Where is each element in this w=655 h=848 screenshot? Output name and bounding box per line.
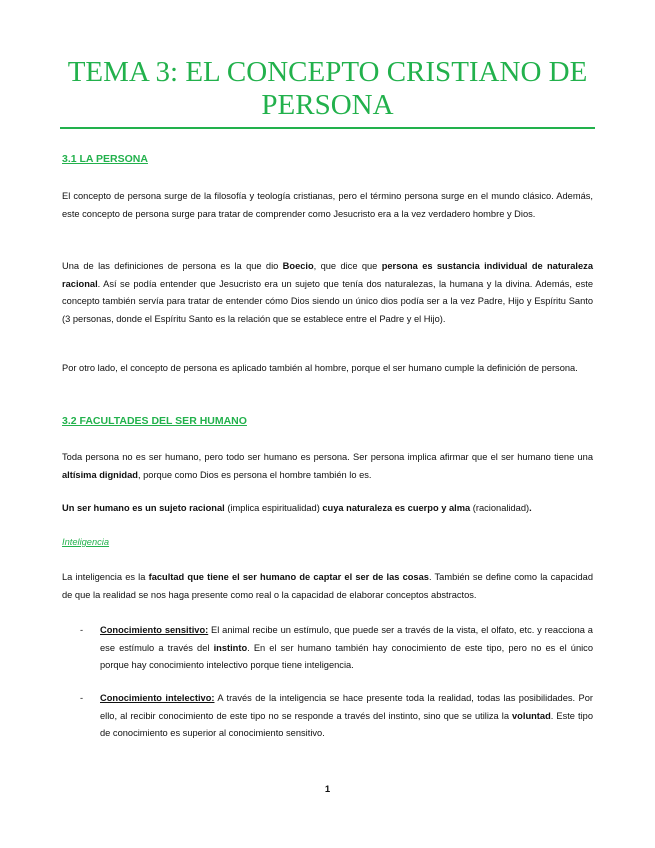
- page-title: TEMA 3: EL CONCEPTO CRISTIANO DE PERSONA: [67, 56, 588, 121]
- text-run: (implica espiritualidad): [224, 503, 323, 513]
- bold-term: altísima dignidad: [62, 469, 138, 480]
- bold-term: voluntad: [512, 710, 551, 721]
- list-bullet: -: [80, 625, 84, 635]
- bold-term: instinto: [213, 642, 248, 653]
- paragraph: [62, 500, 593, 518]
- list-item: [100, 622, 593, 675]
- text-run: Toda persona no es ser humano, pero todo ser humano es persona. Ser persona implica afirmar que el ser humano tiene una: [62, 452, 593, 462]
- page-number: 1: [324, 784, 331, 795]
- text-run: .: [529, 503, 532, 513]
- text-run: , porque como Dios es persona el hombre también lo es.: [137, 469, 372, 480]
- list-bullet: -: [80, 693, 84, 703]
- paragraph: El concepto de persona surge de la filosofía y teología cristianas, pero el término persona surge en el mundo clásico. Además, este concepto de persona surge para tratar de comprender como Jesucristo era a la vez verdadero hombre y Dios.: [62, 191, 593, 219]
- bold-term: Boecio: [282, 261, 314, 271]
- text-run: (racionalidad): [470, 503, 530, 513]
- text-run: , que dice que: [313, 261, 382, 271]
- list-item: [100, 690, 593, 743]
- bold-term: persona es sustancia individual de naturaleza racional: [62, 261, 593, 289]
- text-run: . Así se podía entender que Jesucristo era un sujeto que tenía dos naturalezas, la humana y la divina. Además, este concepto también servía para tratar de entender cómo Dios siendo un único dios podía ser a la vez Padre, Hijo y Espíritu Santo (3 personas, donde el Espíritu Santo es la relación que se establece entre el Padre y el Hijo).: [62, 278, 593, 324]
- list-term: Conocimiento sensitivo:: [100, 625, 209, 635]
- section-heading-persona: 3.1 LA PERSONA: [62, 153, 148, 165]
- list-term: Conocimiento intelectivo:: [100, 693, 215, 703]
- text-run: Una de las definiciones de persona es la que dio: [62, 261, 283, 271]
- text-run: A través de la inteligencia se hace presente toda la realidad, todas las posibilidades. Por ello, al recibir conocimiento de este tipo no se responde a través del instinto, sino que se utiliza la: [100, 693, 593, 721]
- paragraph: [62, 258, 593, 328]
- text-run: . También se define como la capacidad de que la realidad se nos haga presente como real o la capacidad de elaborar conceptos abstractos.: [62, 572, 593, 600]
- bold-term: facultad que tiene el ser humano de captar el ser de las cosas: [148, 572, 429, 582]
- text-run: La inteligencia es la: [62, 572, 149, 582]
- text-run: . En el ser humano también hay conocimiento de este tipo, pero no es el único porque hay conocimiento intelectivo porque tiene inteligencia.: [100, 642, 593, 670]
- paragraph: [62, 569, 593, 604]
- text-run: El animal recibe un estímulo, que puede ser a través de la vista, el olfato, etc. y reacciona a ese estímulo a través del: [100, 625, 593, 653]
- section-heading-facultades: 3.2 FACULTADES DEL SER HUMANO: [62, 415, 247, 427]
- paragraph: [62, 449, 593, 484]
- bold-term: cuya naturaleza es cuerpo y alma: [322, 503, 471, 513]
- bold-term: Un ser humano es un sujeto racional: [62, 503, 225, 513]
- text-run: . Este tipo de conocimiento es superior al conocimiento sensitivo.: [100, 710, 593, 738]
- title-divider: [60, 127, 595, 129]
- sub-heading-inteligencia: Inteligencia: [62, 537, 110, 547]
- paragraph: Por otro lado, el concepto de persona es aplicado también al hombre, porque el ser humano cumple la definición de persona.: [62, 363, 578, 373]
